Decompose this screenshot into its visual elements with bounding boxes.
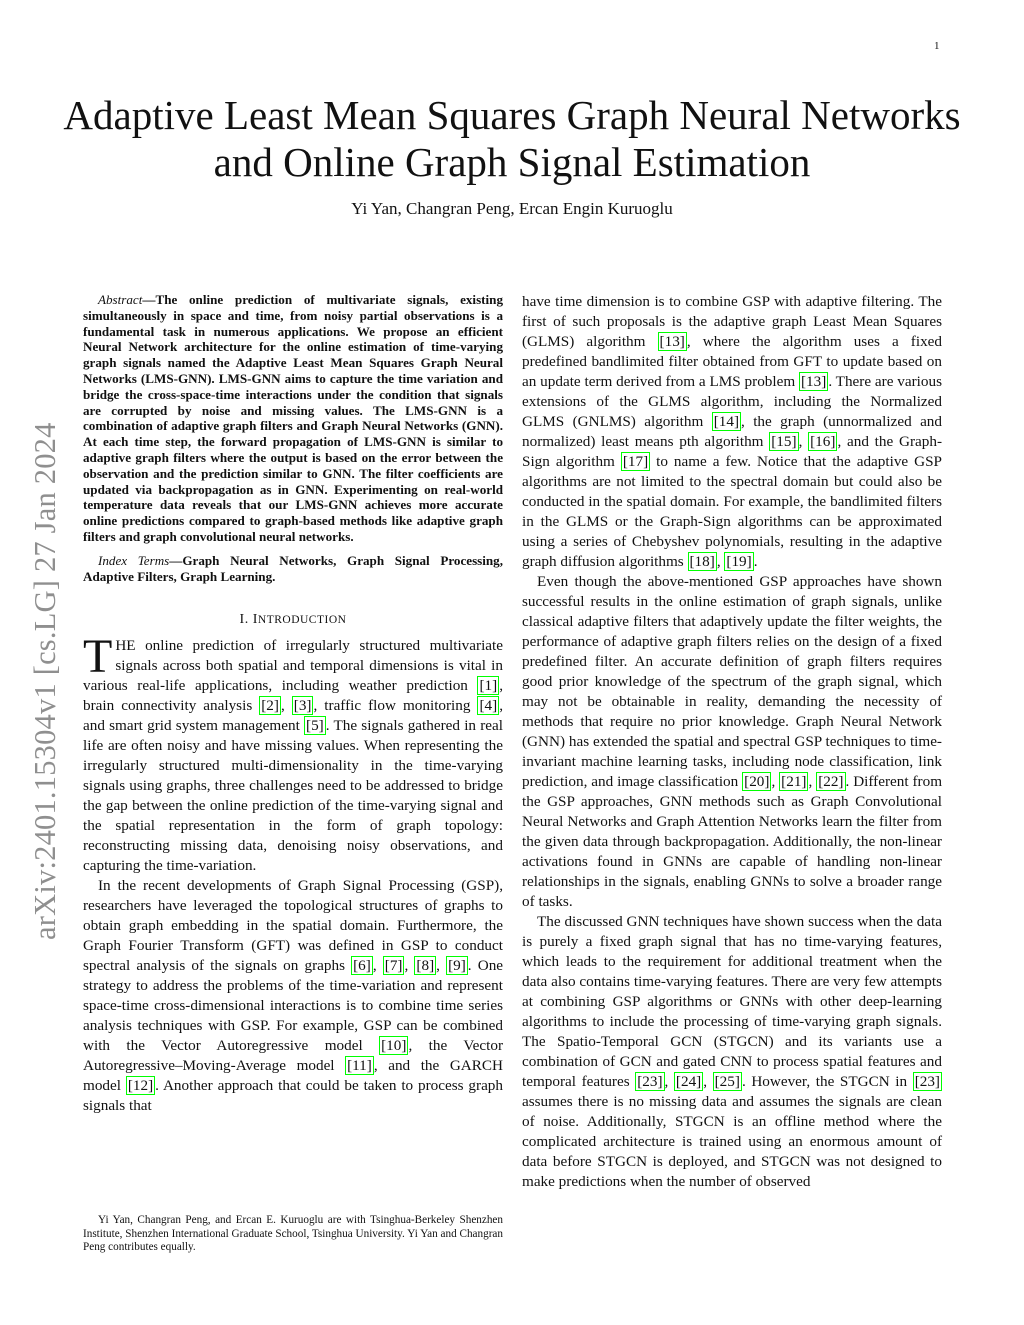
section-title-rest: NTRODUCTION: [257, 614, 347, 627]
citation-link[interactable]: [22]: [818, 773, 844, 790]
citation-link[interactable]: [23]: [914, 1073, 940, 1090]
citation-link[interactable]: [6]: [353, 957, 371, 975]
intro-paragraph-1: [83, 630, 503, 876]
citation-link[interactable]: [14]: [713, 413, 740, 430]
citation-link[interactable]: [21]: [781, 773, 807, 790]
citation-link[interactable]: [7]: [384, 957, 403, 975]
body-text: .: [753, 553, 758, 570]
intro-text: , and smart grid system management: [83, 697, 503, 735]
citation-link[interactable]: [10]: [381, 1037, 407, 1055]
citation-link[interactable]: [4]: [479, 697, 498, 715]
index-terms: [83, 553, 503, 585]
arxiv-identifier-stamp[interactable]: arXiv:2401.15304v1 [cs.LG] 27 Jan 2024: [28, 422, 62, 940]
body-paragraph-1: [522, 292, 942, 572]
intro-text: ,: [280, 697, 292, 715]
affiliation-footnote: Yi Yan, Changran Peng, and Ercan E. Kuruoglu are with Tsinghua-Berkeley Shenzhen Institute, Shenzhen International Graduate School, Tsinghua University. Yi Yan and Changran Peng contributes equally.: [83, 1214, 503, 1253]
section-numeral: I.: [239, 612, 249, 628]
body-paragraph-2: [522, 572, 942, 912]
abstract: [83, 292, 503, 545]
body-text: ,: [808, 773, 817, 790]
citation-link[interactable]: [25]: [714, 1073, 740, 1090]
citation-link[interactable]: [3]: [293, 697, 312, 715]
section-heading-introduction: [83, 610, 503, 630]
index-terms-label: Index Terms: [98, 552, 170, 568]
citation-link[interactable]: [8]: [416, 957, 435, 975]
body-text: ,: [771, 773, 780, 790]
body-text: . There are various extensions of the GLMS algorithm, including the Normalized GLMS (GNLMS) algorithm: [522, 373, 943, 430]
intro-text: , the Vector Autoregressive–Moving-Average model: [83, 1037, 504, 1075]
abstract-text: —The online prediction of multivariate signals, existing simultaneously in space and time, from noisy partial observations is a fundamental task in numerous applications. We propose an efficient Neural Network architecture for the online estimation of time-varying graph signals named the Adaptive Least Mean Squares Graph Neural Networks (LMS-GNN). LMS-GNN aims to capture the time variation and bridge the cross-space-time interactions under the condition that signals are corrupted by noise and missing values. The LMS-GNN is a combination of adaptive graph filters and Graph Neural Networks (GNN). At each time step, the forward propagation of LMS-GNN is similar to adaptive graph filters where the output is based on the error between the observation and the prediction similar to GNN. The filter coefficients are updated via backpropagation as in GNN. Experimenting on real-world temperature data reveals that our LMS-GNN achieves more accurate online predictions compared to graph-based methods like adaptive graph filters and graph convolutional neural networks.: [83, 292, 503, 544]
body-text: . However, the STGCN in: [741, 1073, 913, 1090]
citation-link[interactable]: [20]: [744, 773, 770, 790]
section-title-initial: I: [252, 612, 258, 628]
body-text: to name a few. Notice that the adaptive GSP algorithms are not limited to the spectral domain but could also be conducted in the spatial domain. For example, the bandlimited filters in the GLMS or the Graph-Sign algorithms can be approximated using a series of Chebyshev polynomials, resulting in the adaptive graph diffusion algorithms: [522, 453, 942, 570]
body-text: Even though the above-mentioned GSP approaches have shown successful results in the online estimation of graph signals, unlike classical adaptive filters that adaptively update the filter weights, the performance of adaptive graph filters relies on the design of a fixed predefined filter. An accurate definition of graph filters requires good prior knowledge of the spectrum of the graph signal, which may not be obtainable in reality, demanding the necessity of methods that require no prior knowledge. Graph Neural Network (GNN) has extended the spatial and spectral GSP techniques to time-invariant machine learning tasks, including node classification, link prediction, and image classification: [522, 573, 942, 790]
body-text: ,: [664, 1073, 674, 1090]
citation-link[interactable]: [17]: [622, 453, 649, 470]
drop-cap: T: [83, 630, 113, 684]
citation-link[interactable]: [15]: [771, 433, 797, 450]
index-terms-text: —Graph Neural Networks, Graph Signal Processing, Adaptive Filters, Graph Learning.: [83, 552, 503, 584]
body-text: The discussed GNN techniques have shown success when the data is purely a fixed graph signal that has no time-varying features, which leads to the requirement for additional treatment when the data also contains time-varying features. There are very few attempts at combining GSP algorithms or GNNs with other deep-learning algorithms to include the processing of time-varying graph signals. The Spatio-Temporal GCN (STGCN) and its variants use a combination of GCN and gated CNN to process spatial features and temporal features: [522, 913, 942, 1090]
intro-text: . Another approach that could be taken to process graph signals that: [83, 1077, 503, 1115]
citation-link[interactable]: [24]: [675, 1073, 702, 1090]
intro-text: , brain connectivity analysis: [83, 677, 503, 715]
citation-link[interactable]: [2]: [261, 697, 279, 715]
body-text: , where the algorithm uses a fixed predefined bandlimited filter obtained from GFT to update based on an update term derived from a LMS problem: [522, 333, 942, 390]
citation-link[interactable]: [1]: [479, 677, 498, 695]
intro-text: ,: [436, 957, 447, 975]
citation-link[interactable]: [19]: [726, 553, 752, 570]
abstract-label: Abstract: [98, 292, 143, 307]
body-paragraph-3: [522, 912, 942, 1192]
intro-text: In the recent developments of Graph Signal Processing (GSP), researchers have leveraged the topological structures of graphs to obtain graph embedding in the spatial domain. Furthermore, the Graph Fourier Transform (GFT) was defined in GSP to conduct spectral analysis of the signals on graphs: [83, 877, 503, 975]
citation-link[interactable]: [23]: [637, 1073, 663, 1090]
intro-text: ,: [372, 957, 383, 975]
body-text: , the graph (unnormalized and normalized) least means pth algorithm: [522, 413, 942, 450]
citation-link[interactable]: [9]: [448, 957, 466, 975]
body-text: ,: [798, 433, 809, 450]
intro-text: ,: [404, 957, 415, 975]
body-text: ,: [716, 553, 725, 570]
citation-link[interactable]: [13]: [801, 373, 827, 390]
intro-paragraph-2: [83, 876, 503, 1116]
citation-link[interactable]: [16]: [810, 433, 836, 450]
intro-text: online prediction of irregularly structured multivariate signals across both spatial and temporal dimensions is vital in various real-life applications, including weather prediction: [83, 637, 503, 695]
intro-text: . One strategy to address the problems of the time-variation and represent space-time cross-dimensional interactions is to combine time series analysis techniques with GSP. For example, GSP can be combined with the Vector Autoregressive model: [83, 957, 504, 1055]
intro-text: . The signals gathered in real life are often noisy and have missing values. When representing the irregularly structured multi-dimensionality in the time-varying signals using graphs, three challenges need to be addressed to bridge the gap between the online prediction of the time-varying signal and the spatial representation in the form of graph topology: reconstructing missing data, denoising noisy observations, and capturing the time-variation.: [83, 717, 503, 875]
left-column: [83, 292, 503, 1116]
intro-text: , and the GARCH model: [83, 1057, 503, 1095]
citation-link[interactable]: [11]: [347, 1057, 372, 1075]
body-text: have time dimension is to combine GSP with adaptive filtering. The first of such proposals is the adaptive graph Least Mean Squares (GLMS) algorithm: [522, 293, 942, 350]
citation-link[interactable]: [18]: [689, 553, 715, 570]
intro-text: , traffic flow monitoring: [313, 697, 478, 715]
body-text: . Different from the GSP approaches, GNN methods such as Graph Convolutional Neural Networks and Graph Attention Networks learn the filter from the given data through backpropagation. Additionally, the non-linear activations found in GNNs are capable of handling non-linear relationships in the signals, enabling GNNs to solve a broader range of tasks.: [522, 773, 943, 910]
page-number: 1: [934, 40, 940, 52]
body-text: ,: [703, 1073, 713, 1090]
paper-title: Adaptive Least Mean Squares Graph Neural Networks and Online Graph Signal Estimation: [63, 92, 961, 185]
citation-link[interactable]: [5]: [306, 717, 324, 735]
citation-link[interactable]: [13]: [659, 333, 685, 350]
author-list: Yi Yan, Changran Peng, Ercan Engin Kuruoglu: [351, 199, 673, 218]
body-text: , and the Graph-Sign algorithm: [522, 433, 942, 470]
body-text: assumes there is no missing data and assumes the signals are clean of noise. Additionally, STGCN is an offline method where the complicated architecture is trained using an enormous amount of data before STGCN is deployed, and STGCN was not designed to make predictions when the number of observed: [522, 1093, 942, 1190]
right-column: [522, 292, 942, 1192]
drop-cap-continuation: HE: [115, 637, 136, 655]
citation-link[interactable]: [12]: [127, 1077, 154, 1095]
